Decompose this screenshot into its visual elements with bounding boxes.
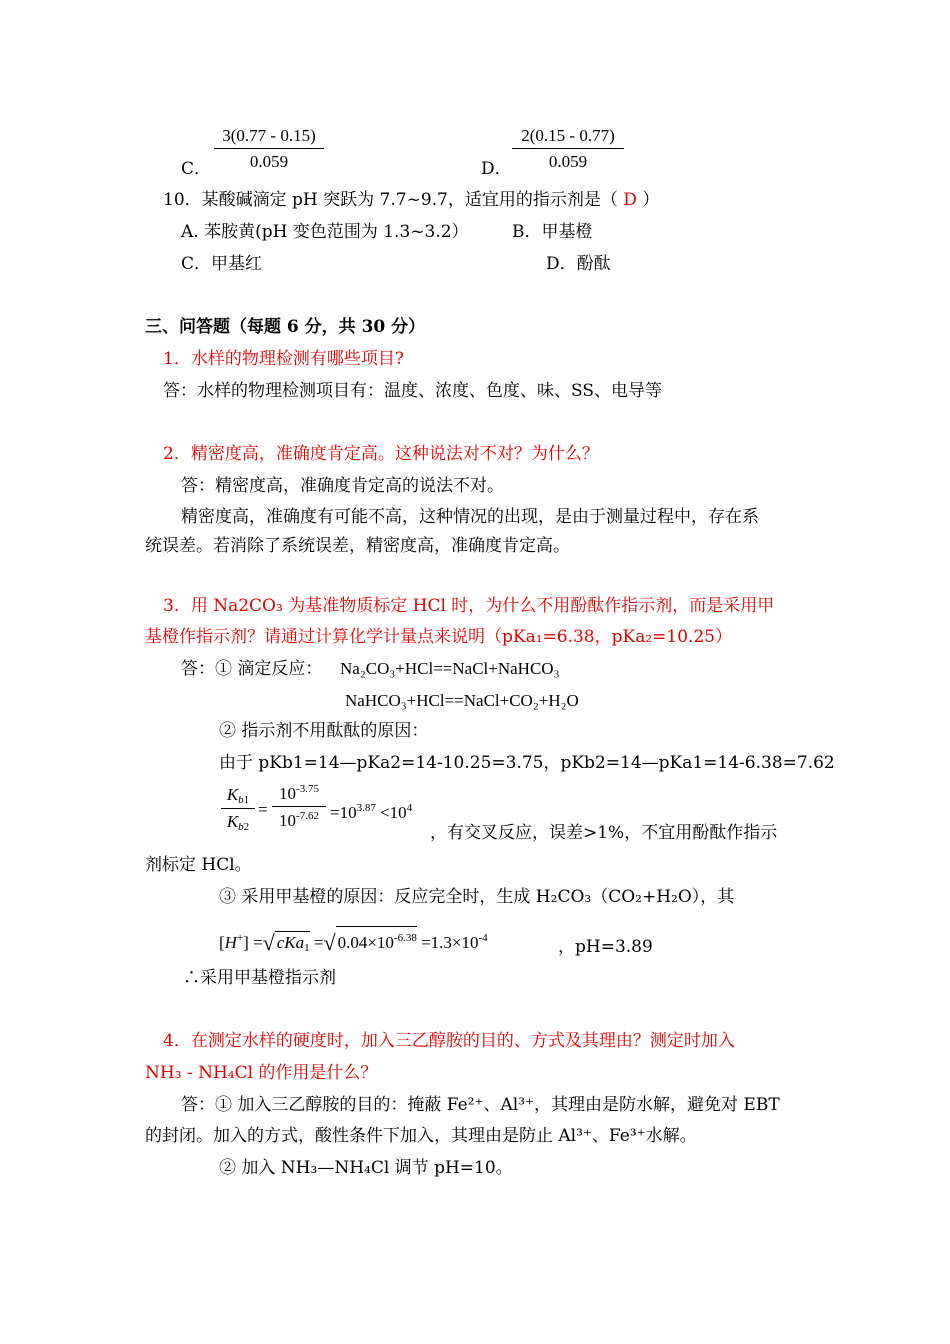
q4-answer-line1: 答：① 加入三乙醇胺的目的：掩蔽 Fe²⁺、Al³⁺，其理由是防水解，避免对 EBT — [181, 1095, 780, 1115]
power-denominator: $10^{-7.62}$ — [279, 810, 319, 830]
q10-stem — [163, 189, 659, 211]
q4-question-line1: 4．在测定水样的硬度时，加入三乙醇胺的目的、方式及其理由？测定时加入 — [163, 1031, 735, 1051]
q1-answer: 答：水样的物理检测项目有：温度、浓度、色度、味、SS、电导等 — [163, 381, 662, 401]
option-c-fraction — [214, 126, 324, 172]
option-c-label: C． — [181, 159, 212, 179]
option-d-fraction — [512, 126, 624, 172]
q3-reaction-2: NaHCO₃+HCl==NaCl+CO₂+H₂O — [345, 691, 579, 710]
power-fraction — [272, 783, 326, 831]
option-d-denominator: 0.059 — [548, 152, 588, 171]
q3-ph-tail: ，pH=3.89 — [558, 937, 653, 957]
h-plus-formula: [H+] =√ cKa$_1$ =√ $0.04\times 10^{-6.38} =1.3\times 10^{-4}$ — [219, 926, 488, 959]
q4-answer-line2: 的封闭。加入的方式，酸性条件下加入，其理由是防止 Al³⁺、Fe³⁺水解。 — [145, 1126, 697, 1146]
q2-answer-line1: 答：精密度高，准确度肯定高的说法不对。 — [181, 476, 504, 496]
option-c-numerator: 3(0.77 - 0.15) — [214, 126, 324, 149]
kb-ratio-fraction — [221, 785, 255, 833]
q10-option-b: B．甲基橙 — [512, 222, 593, 242]
q10-option-c: C．甲基红 — [181, 254, 263, 274]
q4-answer-line3: ② 加入 NH₃—NH₄Cl 调节 pH=10。 — [219, 1158, 513, 1178]
q2-question: 2．精密度高，准确度肯定高。这种说法对不对？为什么？ — [163, 444, 599, 464]
q3-question-line2: 基橙作指示剂？请通过计算化学计量点来说明（pKa₁=6.38，pKa₂=10.25） — [145, 627, 733, 647]
option-d-label: D． — [481, 159, 512, 179]
q1-question: 1．水样的物理检测有哪些项目? — [163, 349, 404, 369]
q4-question-line2: NH₃ - NH₄Cl 的作用是什么？ — [145, 1063, 378, 1083]
q3-conclusion: ∴采用甲基橙指示剂 — [183, 968, 336, 988]
q2-answer-line2: 精密度高，准确度有可能不高，这种情况的出现，是由于测量过程中，存在系 — [181, 507, 759, 527]
q3-reason3: ③ 采用甲基橙的原因：反应完全时，生成 H₂CO₃（CO₂+H₂O），其 — [219, 887, 735, 907]
q3-reaction-1: Na₂CO₃+HCl==NaCl+NaHCO₃ — [340, 659, 560, 678]
q10-stem-prefix: 10．某酸碱滴定 pH 突跃为 7.7~9.7，适宜用的指示剂是（ — [163, 190, 618, 210]
kb-ratio-denominator: $K_{b2}$ — [226, 812, 250, 833]
q3-reason2-label: ② 指示剂不用酞酞的原因： — [219, 721, 429, 741]
q10-option-a: A. 苯胺黄(pH 变色范围为 1.3~3.2） — [181, 222, 469, 242]
kb-ratio-numerator: $K_{b1}$ — [221, 785, 255, 809]
section-3-title: 三、问答题（每题 6 分，共 30 分） — [145, 317, 426, 337]
q3-ratio-tail1: ，有交叉反应，误差>1%，不宜用酚酞作指示 — [430, 823, 778, 843]
q3-reaction-label: 答：① 滴定反应： — [181, 659, 323, 679]
option-c-denominator: 0.059 — [249, 152, 289, 171]
q10-option-d: D．酚酞 — [546, 254, 611, 274]
ratio-result: $=10^{3.87} <10^4$ — [330, 802, 413, 822]
option-d-numerator: 2(0.15 - 0.77) — [512, 126, 624, 149]
q3-ratio-tail2: 剂标定 HCl。 — [145, 855, 252, 875]
q3-pk-line: 由于 pKb1=14—pKa2=14-10.25=3.75，pKb2=14—pKa1=14-6.38=7.62 — [219, 753, 835, 773]
q2-answer-line3: 统误差。若消除了系统误差，精密度高，准确度肯定高。 — [145, 536, 570, 556]
q10-stem-suffix: ） — [642, 190, 660, 210]
q10-answer: D — [623, 190, 637, 210]
q3-question-line1: 3．用 Na2CO₃ 为基准物质标定 HCl 时，为什么不用酚酞作指示剂，而是采用甲 — [163, 596, 775, 616]
power-numerator: $10^{-3.75}$ — [272, 783, 326, 807]
equals-sign: = — [258, 800, 268, 819]
